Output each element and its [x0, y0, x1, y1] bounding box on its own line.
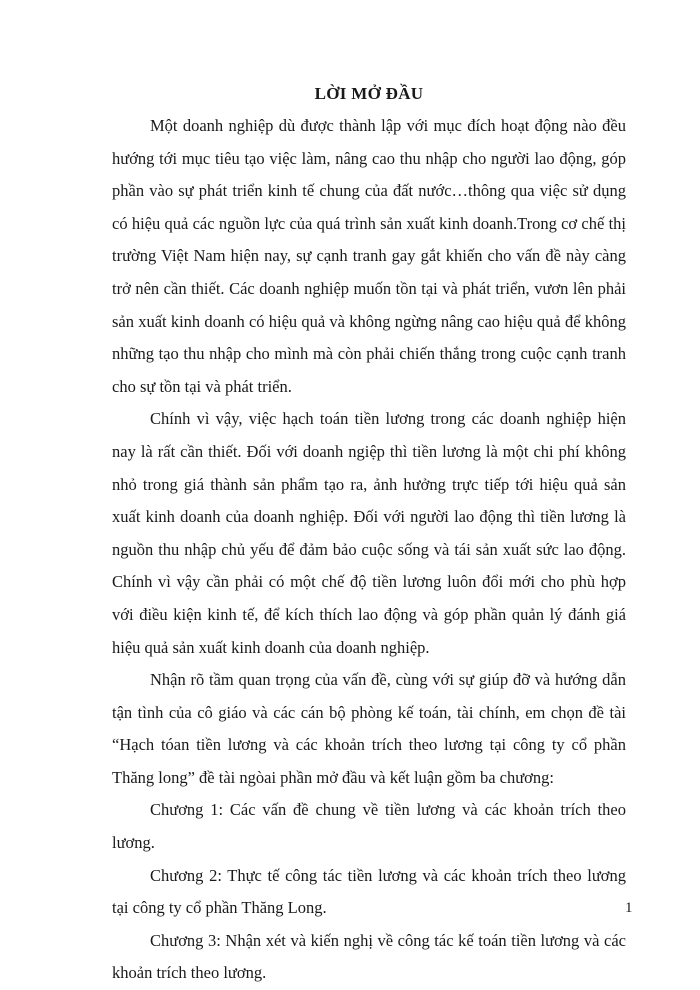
paragraph-topic: Nhận rõ tầm quan trọng của vấn đề, cùng với sự giúp đỡ và hướng dẫn tận tình của cô giáo và các cán bộ phòng kế toán, tài chính, em chọn đề tài “Hạch tóan tiền lương và các khoản trích theo lương tại công ty cổ phần Thăng long” đề tài ngòai phần mở đầu và kết luận gồm ba chương:: [112, 670, 626, 787]
paragraph-chapter-1: Chương 1: Các vấn đề chung về tiền lương và các khoản trích theo lương.: [112, 800, 626, 853]
paragraph-chapter-2: Chương 2: Thực tế công tác tiền lương và các khoản trích theo lương tại công ty cổ phần Thăng Long.: [112, 865, 626, 918]
page-number: 1: [625, 900, 633, 916]
page-title: LỜI MỞ ĐẦU: [314, 84, 424, 103]
paragraph-intro: Một doanh nghiệp dù được thành lập với mục đích hoạt động nào đều hướng tới mục tiêu tạo việc làm, nâng cao thu nhập cho người lao động, góp phần vào sự phát triển kinh tế chung của đất nước…thông qua việc sử dụng có hiệu quả các nguồn lực của quá trình sản xuất kinh doanh.Trong cơ chế thị trường Việt Nam hiện nay, sự cạnh tranh gay gắt khiến cho vấn đề này càng trở nên cần thiết. Các doanh nghiệp muốn tồn tại và phát triển, vươn lên phải sản xuất kinh doanh có hiệu quả và không ngừng nâng cao hiệu quả để không những tạo thu nhập cho mình mà còn phải chiến thắng trong cuộc cạnh tranh cho sự tồn tại và phát triển.: [112, 116, 626, 396]
page-content: [112, 78, 626, 990]
paragraph-importance: Chính vì vậy, việc hạch toán tiền lương trong các doanh nghiệp hiện nay là rất cần thiết. Đối với doanh ngiệp thì tiền lương là một chi phí không nhỏ trong giá thành sản phẩm tạo ra, ảnh hưởng trực tiếp tới hiệu quả sản xuất kinh doanh của doanh nghiệp. Đối với người lao động thì tiền lương là nguồn thu nhập chủ yếu để đảm bảo cuộc sống và tái sản xuất sức lao động. Chính vì vậy cần phải có một chế độ tiền lương luôn đổi mới cho phù hợp với điều kiện kinh tế, để kích thích lao động và góp phần quản lý đánh giá hiệu quả sản xuất kinh doanh của doanh nghiệp.: [112, 409, 626, 657]
paragraph-chapter-3: Chương 3: Nhận xét và kiến nghị về công tác kế toán tiền lương và các khoản trích theo lương.: [112, 930, 626, 983]
